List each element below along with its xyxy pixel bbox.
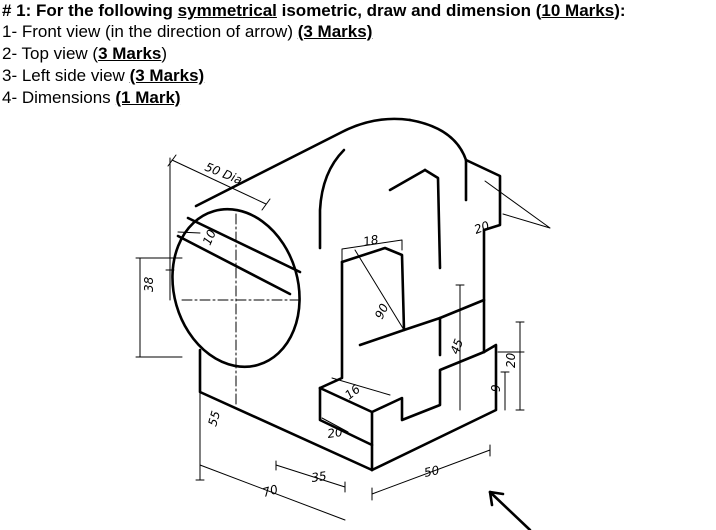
heading-prefix: # 1: For the following xyxy=(2,1,178,20)
item-text: 2- Top view ( xyxy=(2,44,99,63)
item-marks: (1 Mark) xyxy=(115,88,181,107)
dim-label-dia: 50 Dia xyxy=(202,159,245,188)
item-marks: (3 Marks) xyxy=(297,22,373,41)
dim-label-18: 18 xyxy=(362,232,380,249)
heading-marks: 10 Marks xyxy=(541,1,615,20)
dim-label-9: 9 xyxy=(489,384,503,392)
item-text: 3- Left side view xyxy=(2,66,130,85)
item-marks: 3 Marks xyxy=(98,44,162,63)
item-suffix: ) xyxy=(161,44,168,63)
dim-label-10: 10 xyxy=(199,227,219,248)
item-marks: (3 Marks) xyxy=(129,66,205,85)
heading-emphasis: symmetrical xyxy=(177,1,277,20)
dim-label-90: 90 xyxy=(372,301,392,322)
heading-mid: isometric, draw and dimension ( xyxy=(276,1,542,20)
dimension-labels xyxy=(142,160,518,500)
dim-label-50: 50 xyxy=(422,463,441,480)
dim-label-45: 45 xyxy=(447,336,467,357)
item-text: 4- Dimensions xyxy=(2,88,116,107)
dim-label-20-top: 20 xyxy=(472,218,492,237)
dim-label-55: 55 xyxy=(205,409,224,428)
dim-label-20-right: 20 xyxy=(504,352,518,368)
view-direction-arrow-icon xyxy=(490,492,530,530)
item-text: 1- Front view (in the direction of arrow) xyxy=(2,22,298,41)
dim-label-70: 70 xyxy=(260,482,280,500)
dim-label-35: 35 xyxy=(310,468,328,485)
dim-label-20-slot: 20 xyxy=(326,424,344,441)
heading-suffix: ): xyxy=(614,1,626,20)
dim-label-38: 38 xyxy=(142,276,156,292)
dim-label-16: 16 xyxy=(342,381,363,403)
